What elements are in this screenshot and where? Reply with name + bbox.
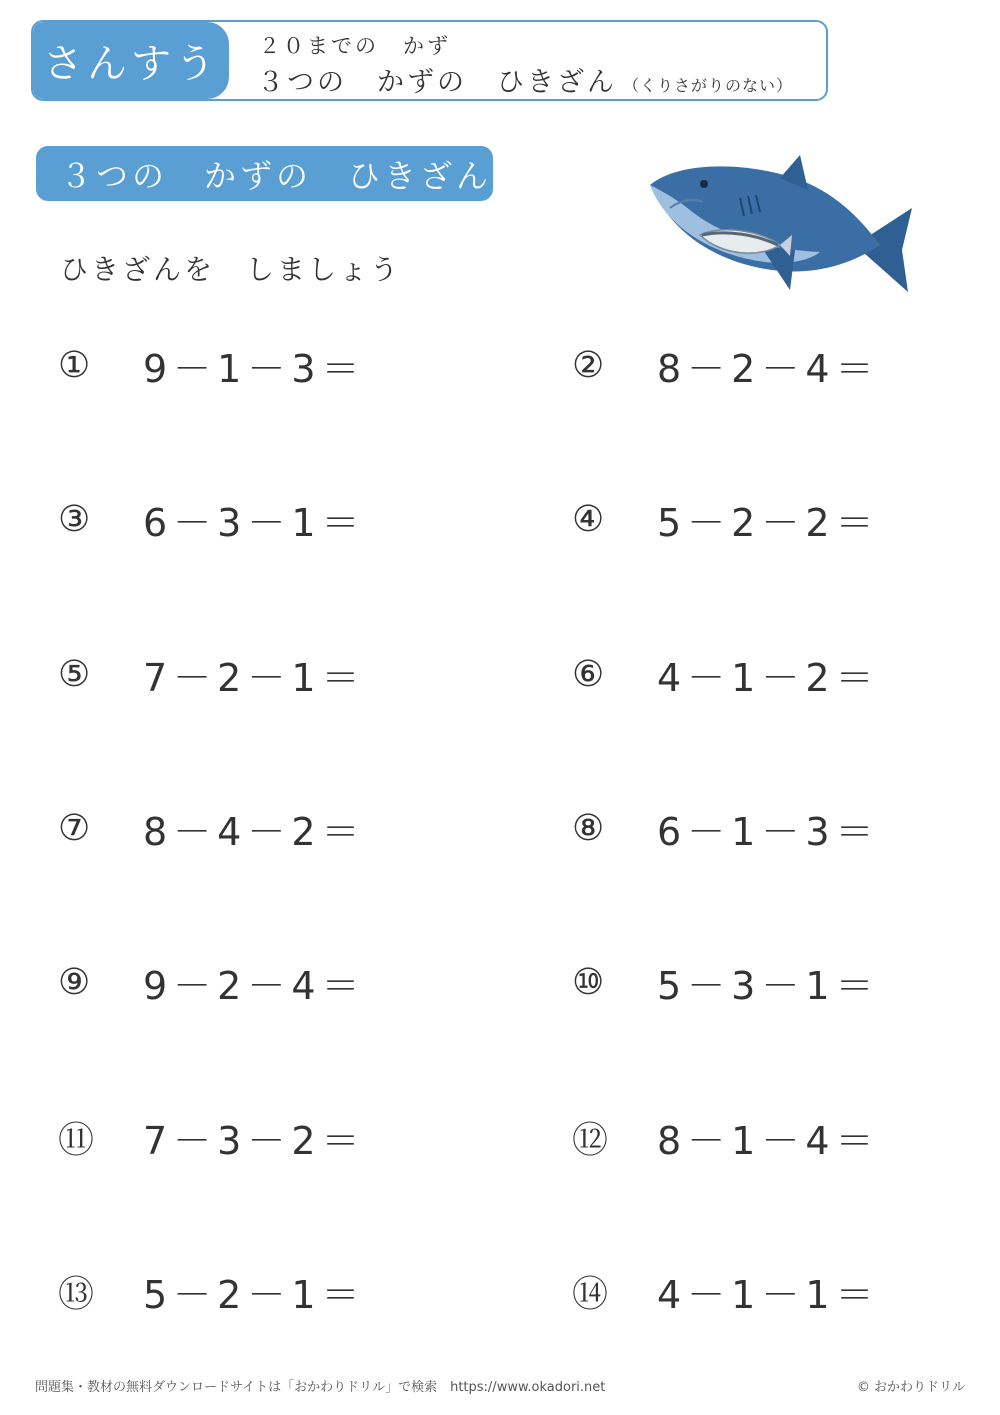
problem-item <box>58 647 366 702</box>
problem-item <box>58 1264 366 1319</box>
worksheet-title-text: ３つの かずの ひきざん <box>257 67 617 98</box>
problem-expression: 5－2－2＝ <box>657 501 880 545</box>
problem-item <box>58 1110 366 1165</box>
problem-expression: 9－1－3＝ <box>143 347 366 391</box>
problem-item <box>572 801 880 856</box>
problem-expression: 4－1－1＝ <box>657 1273 880 1317</box>
worksheet-header <box>31 20 828 101</box>
problem-expression: 5－2－1＝ <box>143 1273 366 1317</box>
problem-number: ⑩ <box>572 962 605 1003</box>
problem-expression: 7－2－1＝ <box>143 656 366 700</box>
problem-item <box>572 955 880 1010</box>
problem-item <box>58 955 366 1010</box>
problem-item <box>58 492 366 547</box>
problem-expression: 8－2－4＝ <box>657 347 880 391</box>
problem-item <box>58 801 366 856</box>
problem-number: ⑧ <box>572 808 605 849</box>
problem-item <box>572 1264 880 1319</box>
problem-number: ⑦ <box>58 808 91 849</box>
problem-expression: 8－1－4＝ <box>657 1119 880 1163</box>
problem-expression: 6－3－1＝ <box>143 501 366 545</box>
worksheet-title-note: （くりさがりのない） <box>623 76 794 95</box>
problem-item <box>572 338 880 393</box>
problem-item <box>572 1110 880 1165</box>
problem-item <box>572 647 880 702</box>
problem-number: ⑬ <box>58 1274 95 1315</box>
problem-expression: 9－2－4＝ <box>143 964 366 1008</box>
problem-number: ④ <box>572 499 605 540</box>
problem-expression: 4－1－2＝ <box>657 656 880 700</box>
problem-expression: 8－4－2＝ <box>143 810 366 854</box>
section-title: ３つの かずの ひきざん <box>36 146 493 201</box>
problem-expression: 6－1－3＝ <box>657 810 880 854</box>
problem-number: ⑫ <box>572 1120 609 1161</box>
subject-label: さんすう <box>33 22 229 99</box>
problem-item <box>572 492 880 547</box>
problem-number: ③ <box>58 499 91 540</box>
problem-number: ⑥ <box>572 654 605 695</box>
problem-number: ⑪ <box>58 1120 95 1161</box>
problem-number: ⑤ <box>58 654 91 695</box>
unit-subtitle: ２０までの かず <box>259 34 451 58</box>
worksheet-title <box>257 60 793 99</box>
shark-illustration-icon <box>640 150 925 300</box>
problem-expression: 7－3－2＝ <box>143 1119 366 1163</box>
problem-number: ① <box>58 345 91 386</box>
problem-number: ② <box>572 345 605 386</box>
problem-item <box>58 338 366 393</box>
footer-site-text: 問題集・教材の無料ダウンロードサイトは「おかわりドリル」で検索 https://www.okadori.net <box>35 1380 606 1395</box>
footer-copyright: © おかわりドリル <box>856 1380 965 1395</box>
instruction-text: ひきざんを しましょう <box>60 253 402 286</box>
problem-number: ⑨ <box>58 962 91 1003</box>
problem-number: ⑭ <box>572 1274 609 1315</box>
problem-expression: 5－3－1＝ <box>657 964 880 1008</box>
